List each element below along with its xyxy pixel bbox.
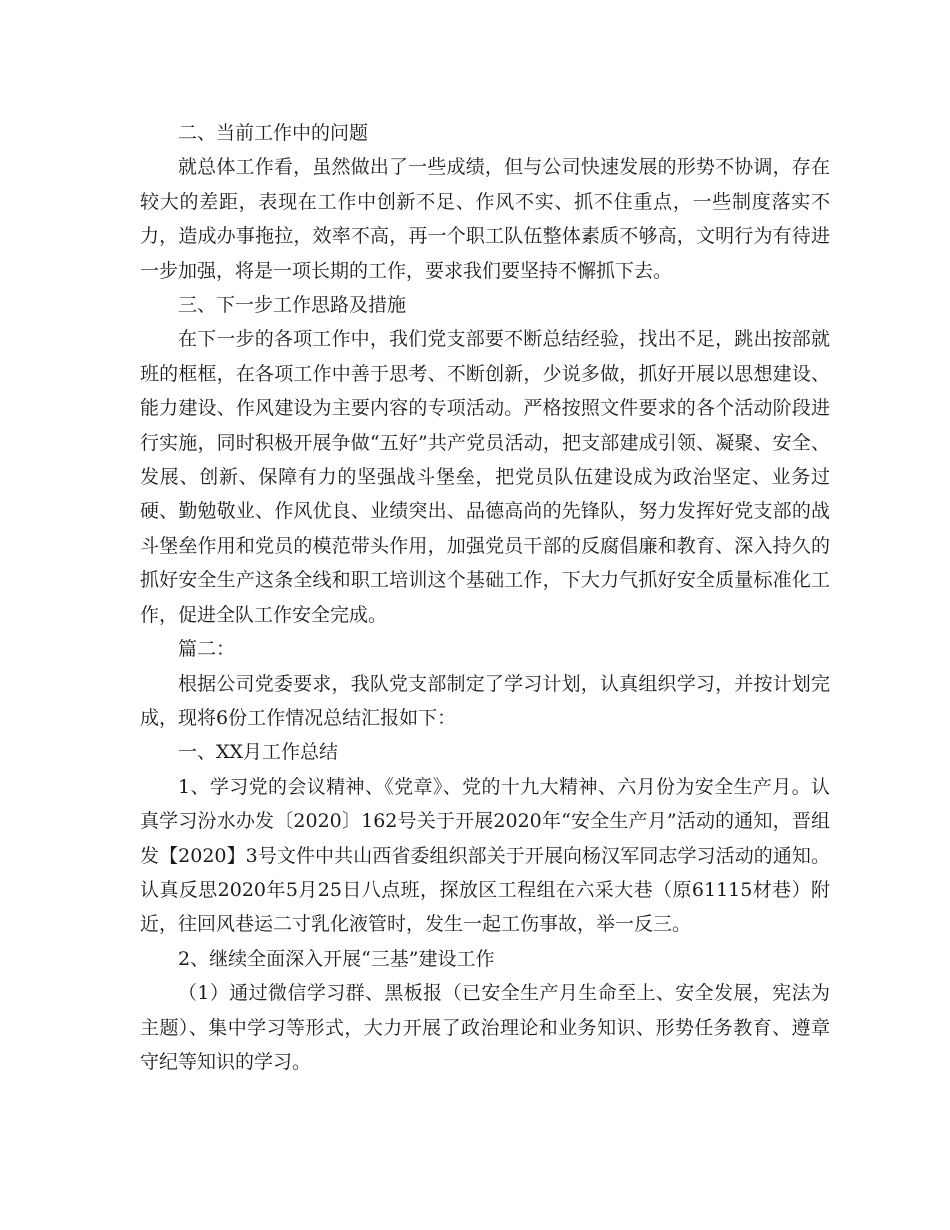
section-heading-problems: 二、当前工作中的问题 xyxy=(178,122,369,144)
paragraph-problems: 就总体工作看，虽然做出了一些成绩，但与公司快速发展的形势不协调，存在较大的差距，表现在工作中创新不足、作风不实、抓不住重点，一些制度落实不力，造成办事拖拉，效率不高，再一个职工队伍整体素质不够高，文明行为有待进一步加强，将是一项长期的工作，要求我们要坚持不懈抓下去。 xyxy=(140,156,830,282)
section-heading-next-steps: 三、下一步工作思路及措施 xyxy=(178,294,407,317)
paragraph-intro: 根据公司党委要求，我队党支部制定了学习计划，认真组织学习，并按计划完成，现将6份工作情况总结汇报如下： xyxy=(140,672,830,729)
paragraph-next-steps: 在下一步的各项工作中，我们党支部要不断总结经验，找出不足，跳出按部就班的框框，在各项工作中善于思考、不断创新，少说多做，抓好开展以思想建设、能力建设、作风建设为主要内容的专项活动。严格按照文件要求的各个活动阶段进行实施，同时积极开展争做“五好”共产党员活动，把支部建成引领、凝聚、安全、发展、创新、保障有力的坚强战斗堡垒，把党员队伍建设成为政治坚定、业务过硬、勤勉敬业、作风优良、业绩突出、品德高尚的先锋队，努力发挥好党支部的战斗堡垒作用和党员的模范带头作用，加强党员干部的反腐倡廉和教育、深入持久的抓好安全生产这条全线和职工培训这个基础工作，下大力气抓好安全质量标准化工作，促进全队工作安全完成。 xyxy=(140,328,830,626)
paragraph-item-2-1: （1）通过微信学习群、黑板报（已安全生产月生命至上、安全发展，宪法为主题）、集中学习等形式，大力开展了政治理论和业务知识、形势任务教育、遵章守纪等知识的学习。 xyxy=(140,982,830,1073)
section-heading-monthly-summary: 一、XX月工作总结 xyxy=(178,741,339,764)
section-heading-part-two: 篇二： xyxy=(178,638,236,661)
paragraph-item-2-heading: 2、继续全面深入开展“三基”建设工作 xyxy=(178,947,495,970)
paragraph-item-1: 1、学习党的会议精神、《党章》、党的十九大精神、六月份为安全生产月。认真学习汾水办发〔2020〕162号关于开展2020年“安全生产月”活动的通知，晋组发【2020】3号文件中共山西省委组织部关于开展向杨汉军同志学习活动的通知。认真反思2020年5月25日八点班，探放区工程组在六采大巷（原61115材巷）附近，往回风巷运二寸乳化液管时，发生一起工伤事故，举一反三。 xyxy=(140,775,830,936)
document-body xyxy=(140,116,830,1079)
